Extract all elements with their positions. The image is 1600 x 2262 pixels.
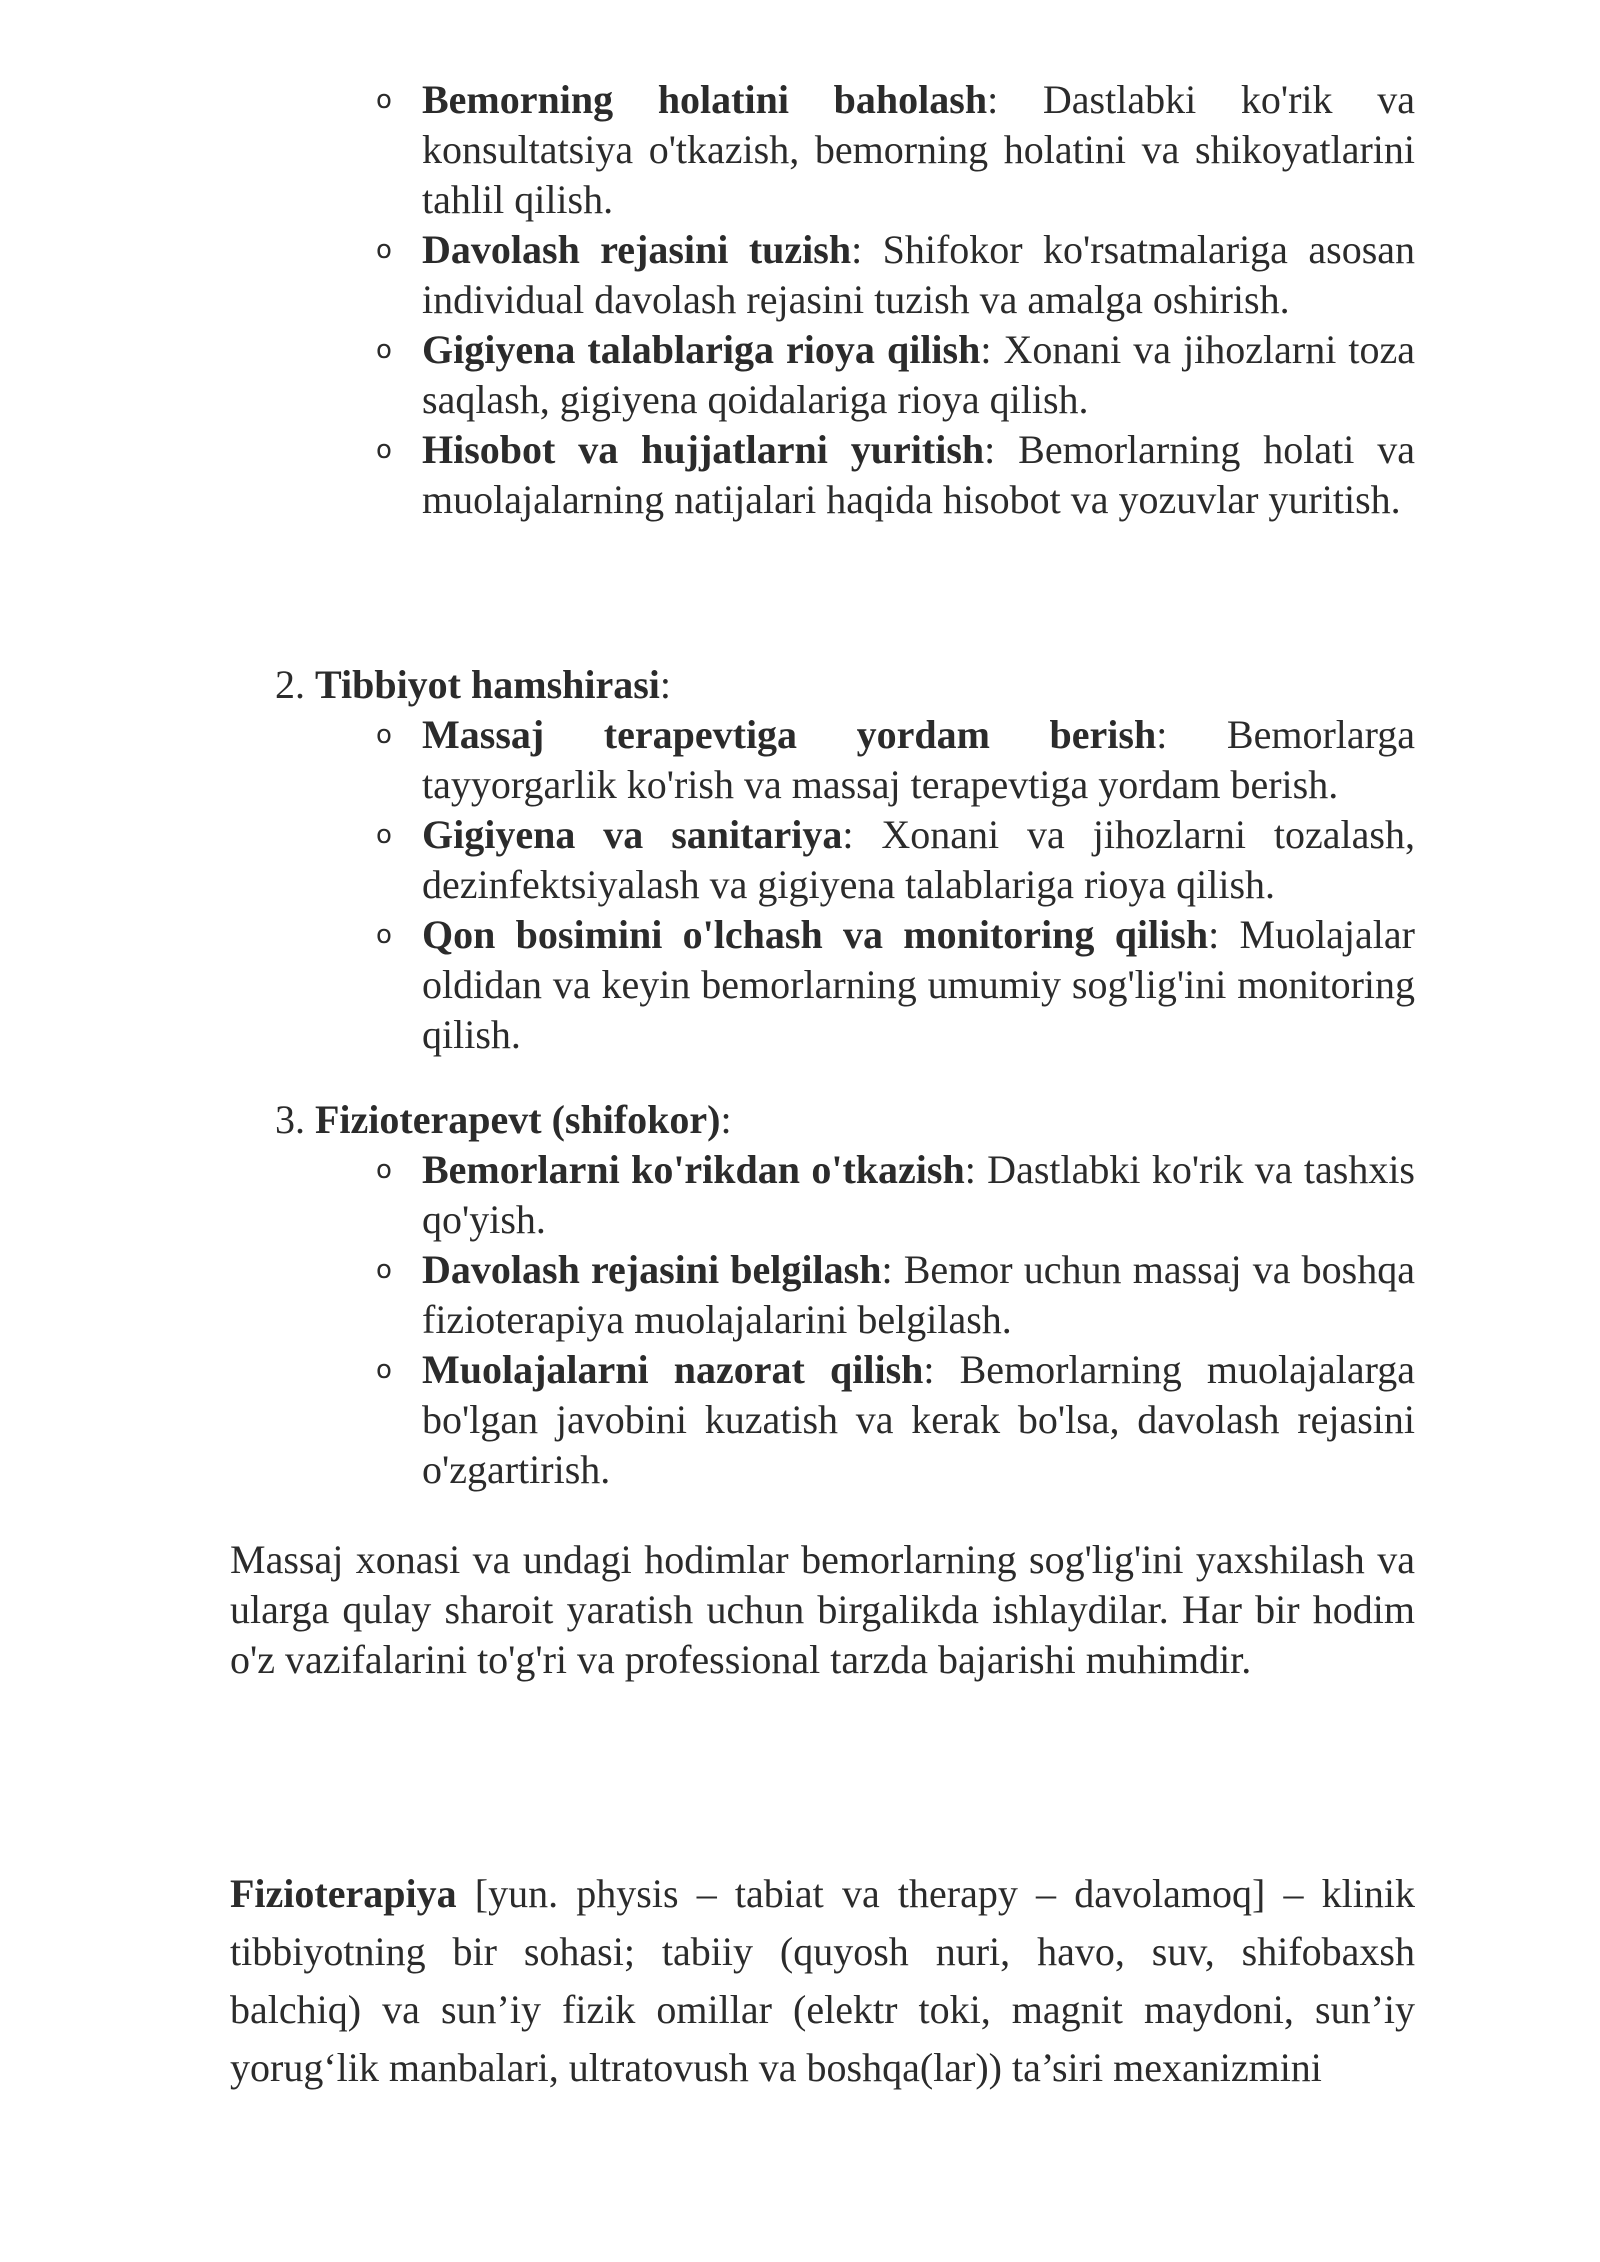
bullet-marker: o [376, 1155, 392, 1185]
bullet-marker: o [376, 335, 392, 365]
bullet-marker: o [376, 1355, 392, 1385]
section3-heading [275, 1095, 732, 1145]
list-item [370, 710, 1415, 810]
item-text: : Bemor uchun massaj va boshqa fizioterapiya muolajalarini belgilash. [422, 1247, 1415, 1342]
bullet-marker: o [376, 235, 392, 265]
bullet-marker: o [376, 720, 392, 750]
list-item [370, 1145, 1415, 1245]
item-text: : Bemorlarga tayyorgarlik ko'rish va massaj terapevtiga yordam berish. [422, 712, 1415, 807]
section-number: 3. [275, 1097, 305, 1142]
item-term: Qon bosimini o'lchash va monitoring qilish [422, 912, 1209, 957]
list-item [370, 810, 1415, 910]
definition-term: Fizioterapiya [230, 1871, 457, 1916]
list-item [370, 225, 1415, 325]
item-term: Gigiyena talablariga rioya qilish [422, 327, 981, 372]
section-title-suffix: : [720, 1097, 732, 1142]
list-item [370, 75, 1415, 225]
item-term: Gigiyena va sanitariya [422, 812, 843, 857]
bullet-marker: o [376, 1255, 392, 1285]
item-text: : Xonani va jihozlarni toza saqlash, gigiyena qoidalariga rioya qilish. [422, 327, 1415, 422]
section2-heading [275, 660, 671, 710]
item-term: Davolash rejasini belgilash [422, 1247, 882, 1292]
list-item [370, 1245, 1415, 1345]
item-term: Bemorning holatini baholash [422, 77, 988, 122]
section1-list [370, 75, 1415, 525]
item-text: : Muolajalar oldidan va keyin bemorlarning umumiy sog'lig'ini monitoring qilish. [422, 912, 1415, 1057]
section3-list [370, 1145, 1415, 1495]
bullet-marker: o [376, 820, 392, 850]
definition-paragraph [230, 1865, 1415, 2097]
item-text: : Bemorlarning muolajalarga bo'lgan javobini kuzatish va kerak bo'lsa, davolash rejasini o'zgartirish. [422, 1347, 1415, 1492]
item-term: Hisobot va hujjatlarni yuritish [422, 427, 985, 472]
item-text: : Dastlabki ko'rik va tashxis qo'yish. [422, 1147, 1415, 1242]
item-text: : Xonani va jihozlarni tozalash, dezinfektsiyalash va gigiyena talablariga rioya qilish. [422, 812, 1415, 907]
section-title-suffix: : [659, 662, 672, 707]
section-title: Fizioterapevt (shifokor) [315, 1097, 721, 1142]
list-item [370, 910, 1415, 1060]
list-item [370, 1345, 1415, 1495]
summary-paragraph: Massaj xonasi va undagi hodimlar bemorlarning sog'lig'ini yaxshilash va ularga qulay sharoit yaratish uchun birgalikda ishlaydilar. Har bir hodim o'z vazifalarini to'g'ri va professional tarzda bajarishi muhimdir. [230, 1537, 1415, 1682]
item-text: : Dastlabki ko'rik va konsultatsiya o'tkazish, bemorning holatini va shikoyatlarini tahlil qilish. [422, 77, 1416, 222]
section-title: Tibbiyot hamshirasi [315, 662, 660, 707]
item-term: Davolash rejasini tuzish [422, 227, 852, 272]
item-text: : Shifokor ko'rsatmalariga asosan individual davolash rejasini tuzish va amalga oshirish. [422, 227, 1416, 322]
section-number: 2. [275, 662, 305, 707]
item-text: : Bemorlarning holati va muolajalarning natijalari haqida hisobot va yozuvlar yuritish. [422, 427, 1415, 522]
bullet-marker: o [376, 85, 392, 115]
bullet-marker: o [376, 435, 392, 465]
item-term: Massaj terapevtiga yordam berish [422, 712, 1157, 757]
section2-list [370, 710, 1415, 1060]
list-item [370, 325, 1415, 425]
bullet-marker: o [376, 920, 392, 950]
item-term: Bemorlarni ko'rikdan o'tkazish [422, 1147, 965, 1192]
definition-text: [yun. physis – tabiat va therapy – davolamoq] – klinik tibbiyotning bir sohasi; tabiiy (quyosh nuri, havo, suv, shifobaxsh balchiq) va sun’iy fizik omillar (elektr toki, magnit maydoni, sun’iy yorug‘lik manbalari, ultratovush va boshqa(lar)) ta’siri mexanizmini [230, 1871, 1415, 2090]
item-term: Muolajalarni nazorat qilish [422, 1347, 924, 1392]
list-item [370, 425, 1415, 525]
